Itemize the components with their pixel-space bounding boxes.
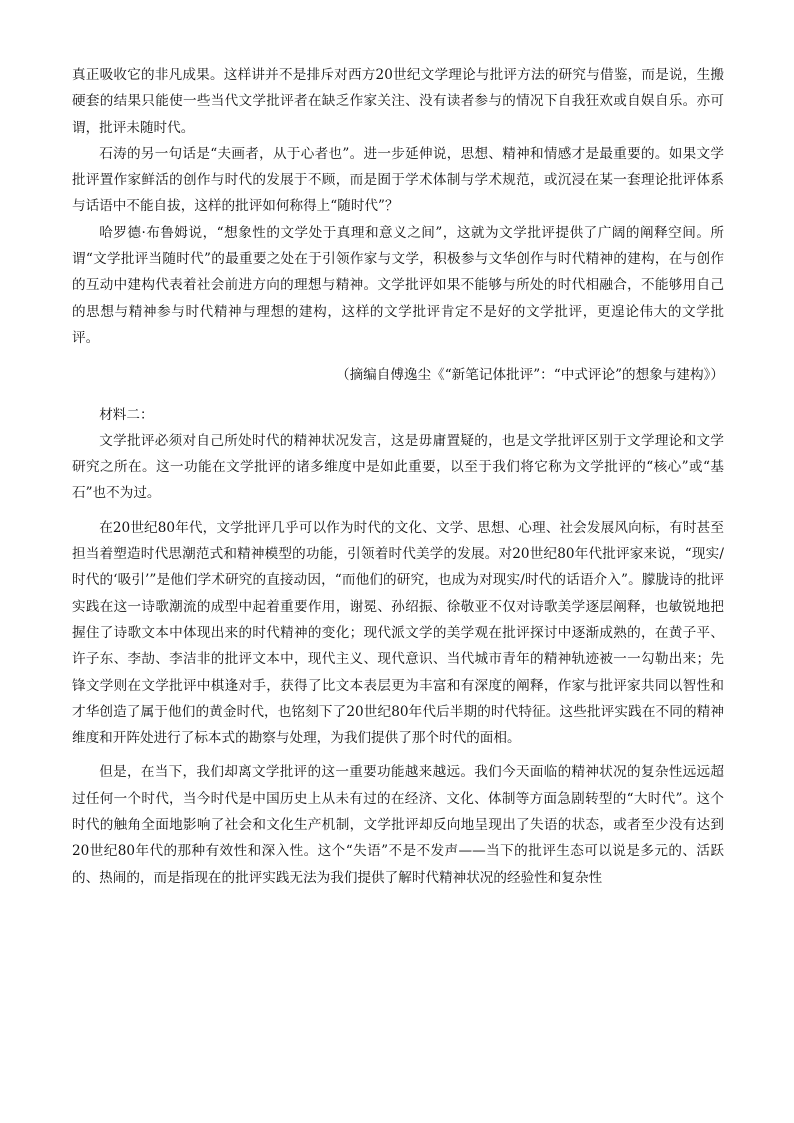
source-attribution: （摘编自傅逸尘《“新笔记体批评”：“中式评论”的想象与建构》） [335,367,724,384]
paragraph-present: 但是，在当下，我们却离文学批评的这一重要功能越来越远。我们今天面临的精神状况的复杂性远远超过任何一个时代，当今时代是中国历史上从未有过的在经济、文化、体制等方面急剧转型的“大时代”。这个时代的触角全面地影响了社会和文化生产机制，文学批评却反向地呈现出了失语的状态，或者至少没有达到20世纪80年代的那种有效性和深入性。这个“失语”不是不发声——当下的批评生态可以说是多元的、活跃的、热闹的，而是指现在的批评实践无法为我们提供了解时代精神状况的经验性和复杂性 [72,764,724,886]
material-two-label: 材料二： [99,406,154,423]
paragraph-bloom: 哈罗德·布鲁姆说，“想象性的文学处于真理和意义之间”，这就为文学批评提供了广阔的阐释空间。所谓“文学批评当随时代”的最重要之处在于引领作家与文学，积极参与文华创作与时代精神的建构，在与创作的互动中建构代表着社会前进方向的理想与精神。文学批评如果不能够与所处的时代相融合，不能够用自己的思想与精神参与时代精神与理想的建构，这样的文学批评肯定不是好的文学批评，更遑论伟大的文学批评。 [72,224,724,346]
document-page [72,62,724,891]
paragraph-shitao: 石涛的另一句话是“夫画者，从于心者也”。进一步延伸说，思想、精神和情感才是最重要的。如果文学批评置作家鲜活的创作与时代的发展于不顾，而是囿于学术体制与学术规范，或沉浸在某一套理论批评体系与话语中不能自拔，这样的批评如何称得上“随时代”？ [72,145,724,215]
paragraph-continuation: 真正吸收它的非凡成果。这样讲并不是排斥对西方20世纪文学理论与批评方法的研究与借鉴，而是说，生搬硬套的结果只能使一些当代文学批评者在缺乏作家关注、没有读者参与的情况下自我狂欢或自娱自乐。亦可谓，批评未随时代。 [72,67,724,136]
paragraph-core-function: 文学批评必须对自己所处时代的精神状况发言，这是毋庸置疑的，也是文学批评区别于文学理论和文学研究之所在。这一功能在文学批评的诸多维度中是如此重要，以至于我们将它称为文学批评的“核心”或“基石”也不为过。 [72,432,724,502]
paragraph-1980s: 在20世纪80年代，文学批评几乎可以作为时代的文化、文学、思想、心理、社会发展风向标，有时甚至担当着塑造时代思潮范式和精神模型的功能，引领着时代美学的发展。对20世纪80年代批评家来说，“现实/时代的‘吸引’”是他们学术研究的直接动因，“而他们的研究，也成为对现实/时代的话语介入”。朦胧诗的批评实践在这一诗歌潮流的成型中起着重要作用，谢冕、孙绍振、徐敬亚不仅对诗歌美学逐层阐释，也敏锐地把握住了诗歌文本中体现出来的时代精神的变化；现代派文学的美学观在批评探讨中逐渐成熟的，在黄子平、许子东、李劼、李洁非的批评文本中，现代主义、现代意识、当代城市青年的精神轨迹被一一勾勒出来；先锋文学则在文学批评中棋逢对手，获得了比文本表层更为丰富和有深度的阐释，作家与批评家共同以智性和才华创造了属于他们的黄金时代，也铭刻下了20世纪80年代后半期的时代特征。这些批评实践在不同的精神维度和开阵处进行了标本式的勘察与处理，为我们提供了那个时代的面相。 [72,519,724,747]
